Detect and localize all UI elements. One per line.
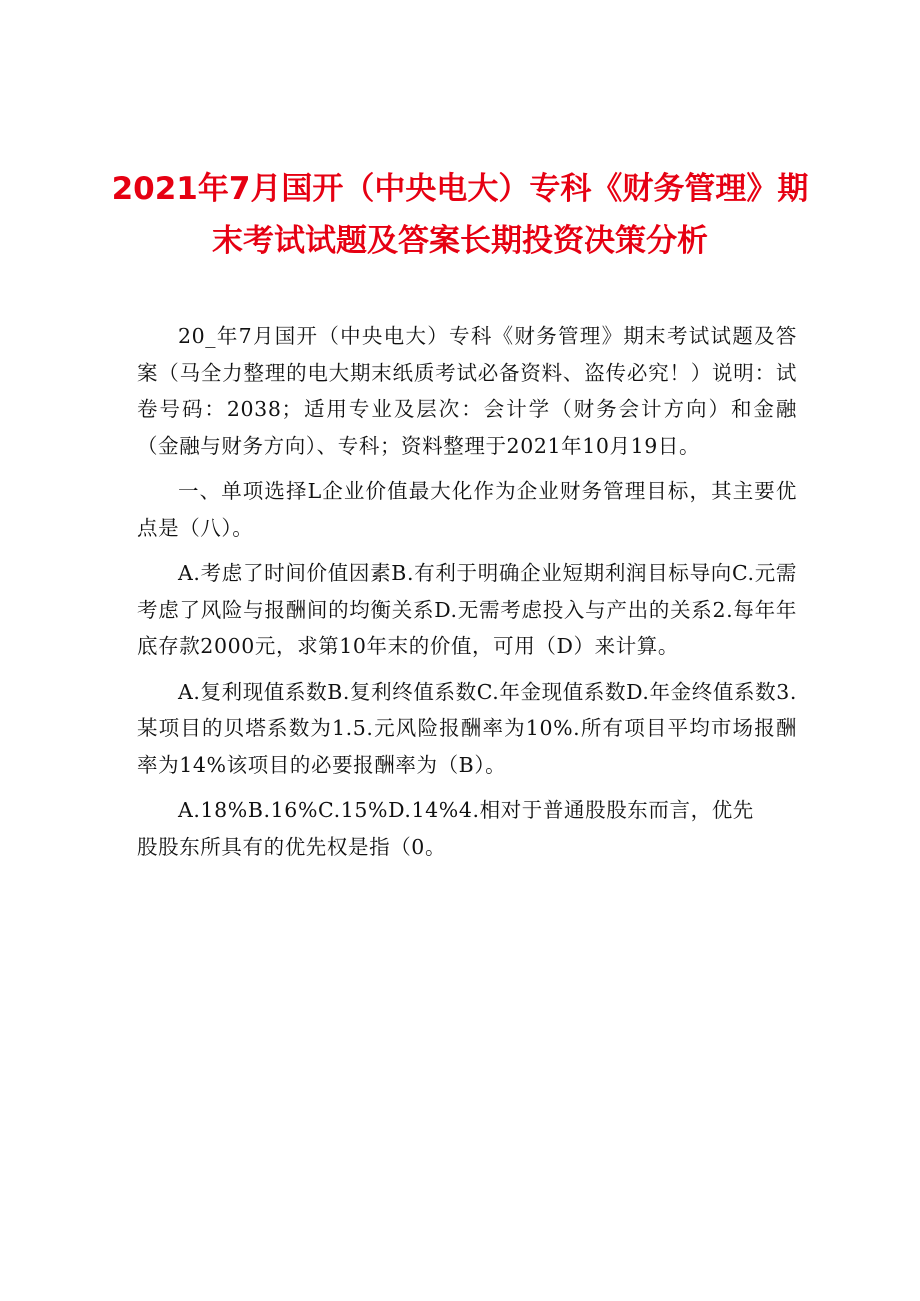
paragraph-options-3-line-1: A.18%B.16%C.15%D.14%4.相对于普通股股东而言，优先 [178, 798, 754, 822]
paragraph-options-3 [137, 792, 797, 865]
paragraph-options-2: A.复利现值系数B.复利终值系数C.年金现值系数D.年金终值系数3.某项目的贝塔系数为1.5.元风险报酬率为10%.所有项目平均市场报酬率为14%该项目的必要报酬率为（B）。 [137, 679, 797, 777]
document-body [137, 318, 797, 874]
paragraph-options-3-line-2: 股股东所具有的优先权是指（0。 [137, 834, 447, 859]
paragraph-intro: 20_年7月国开（中央电大）专科《财务管理》期末考试试题及答案（马全力整理的电大期末纸质考试必备资料、盗传必究！）说明：试卷号码：2038；适用专业及层次：会计学（财务会计方向）和金融（金融与财务方向）、专科；资料整理于2021年10月19日。 [137, 324, 797, 458]
paragraph-question-1: 一、单项选择L企业价值最大化作为企业财务管理目标，其主要优点是（八）。 [137, 479, 797, 540]
document-title: 2021年7月国开（中央电大）专科《财务管理》期末考试试题及答案长期投资决策分析 [111, 171, 809, 259]
paragraph-options-1: A.考虑了时间价值因素B.有利于明确企业短期利润目标导向C.元需考虑了风险与报酬间的均衡关系D.无需考虑投入与产出的关系2.每年年底存款2000元，求第10年末的价值，可用（D）来计算。 [137, 561, 797, 658]
